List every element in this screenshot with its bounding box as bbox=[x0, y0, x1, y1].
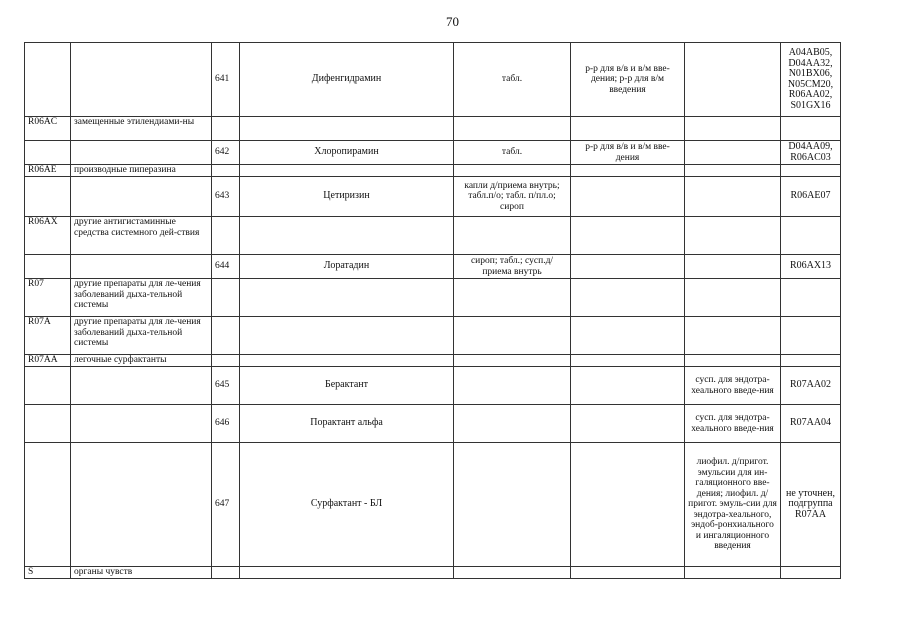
number-cell bbox=[212, 317, 240, 355]
description-cell: другие препараты для ле-чения заболеваний дыха-тельной системы bbox=[71, 279, 212, 317]
number-cell: 645 bbox=[212, 367, 240, 405]
code-cell bbox=[25, 141, 71, 165]
code-cell bbox=[25, 405, 71, 443]
number-cell bbox=[212, 165, 240, 177]
atc-code-cell: A04AB05, D04AA32, N01BX06, N05CM20, R06AA02, S01GX16 bbox=[781, 43, 841, 117]
drug-name-cell: Хлоропирамин bbox=[240, 141, 454, 165]
form-cell bbox=[571, 355, 685, 367]
drug-name-cell bbox=[240, 279, 454, 317]
drug-name-cell: Берактант bbox=[240, 367, 454, 405]
drug-name-cell bbox=[240, 165, 454, 177]
description-cell: легочные сурфактанты bbox=[71, 355, 212, 367]
group-row bbox=[25, 217, 841, 255]
code-cell: R07A bbox=[25, 317, 71, 355]
form-cell bbox=[685, 117, 781, 141]
code-cell bbox=[25, 443, 71, 567]
form-cell bbox=[571, 117, 685, 141]
form-cell bbox=[454, 165, 571, 177]
drug-name-cell bbox=[240, 317, 454, 355]
number-cell bbox=[212, 355, 240, 367]
description-cell: производные пиперазина bbox=[71, 165, 212, 177]
page-number: 70 bbox=[446, 14, 459, 29]
atc-code-cell bbox=[781, 355, 841, 367]
atc-code-cell bbox=[781, 317, 841, 355]
description-cell: органы чувств bbox=[71, 567, 212, 579]
drug-name-cell: Цетиризин bbox=[240, 177, 454, 217]
description-cell bbox=[71, 443, 212, 567]
form-cell: сироп; табл.; сусп.д/приема внутрь bbox=[454, 255, 571, 279]
description-cell bbox=[71, 43, 212, 117]
number-cell: 643 bbox=[212, 177, 240, 217]
number-cell bbox=[212, 279, 240, 317]
drug-name-cell: Сурфактант - БЛ bbox=[240, 443, 454, 567]
form-cell bbox=[571, 165, 685, 177]
number-cell: 646 bbox=[212, 405, 240, 443]
form-cell bbox=[454, 355, 571, 367]
atc-code-cell: R06AX13 bbox=[781, 255, 841, 279]
form-cell bbox=[454, 567, 571, 579]
form-cell bbox=[685, 217, 781, 255]
group-row bbox=[25, 317, 841, 355]
description-cell: другие антигистаминные средства системного дей-ствия bbox=[71, 217, 212, 255]
form-cell: табл. bbox=[454, 43, 571, 117]
code-cell bbox=[25, 43, 71, 117]
form-cell bbox=[454, 443, 571, 567]
code-cell: R06AE bbox=[25, 165, 71, 177]
number-cell bbox=[212, 117, 240, 141]
form-cell: сусп. для эндотра-хеального введе-ния bbox=[685, 405, 781, 443]
drug-row bbox=[25, 255, 841, 279]
form-cell bbox=[571, 567, 685, 579]
description-cell bbox=[71, 255, 212, 279]
drug-name-cell: Дифенгидрамин bbox=[240, 43, 454, 117]
atc-code-cell: R06AE07 bbox=[781, 177, 841, 217]
drug-row bbox=[25, 405, 841, 443]
code-cell: S bbox=[25, 567, 71, 579]
number-cell: 644 bbox=[212, 255, 240, 279]
form-cell bbox=[685, 255, 781, 279]
drug-name-cell: Лоратадин bbox=[240, 255, 454, 279]
form-cell bbox=[454, 217, 571, 255]
description-cell: замещенные этилендиами-ны bbox=[71, 117, 212, 141]
form-cell bbox=[685, 165, 781, 177]
code-cell: R07 bbox=[25, 279, 71, 317]
form-cell bbox=[571, 217, 685, 255]
atc-code-cell: R07AA02 bbox=[781, 367, 841, 405]
form-cell bbox=[454, 279, 571, 317]
drug-row bbox=[25, 43, 841, 117]
atc-code-cell bbox=[781, 567, 841, 579]
drug-name-cell bbox=[240, 117, 454, 141]
form-cell bbox=[571, 255, 685, 279]
atc-code-cell: D04AA09, R06AC03 bbox=[781, 141, 841, 165]
code-cell bbox=[25, 255, 71, 279]
form-cell bbox=[454, 367, 571, 405]
form-cell bbox=[685, 43, 781, 117]
drug-row bbox=[25, 443, 841, 567]
description-cell: другие препараты для ле-чения заболеваний дыха-тельной системы bbox=[71, 317, 212, 355]
form-cell: лиофил. д/пригот. эмульсии для ин-галяционного вве-дения; лиофил. д/пригот. эмуль-сии для эндотра-хеального, эндоб-ронхиального и ингаляционного введения bbox=[685, 443, 781, 567]
code-cell: R06AX bbox=[25, 217, 71, 255]
form-cell: капли д/приема внутрь; табл.п/о; табл. п/пл.о; сироп bbox=[454, 177, 571, 217]
drug-name-cell: Порактант альфа bbox=[240, 405, 454, 443]
form-cell bbox=[571, 177, 685, 217]
form-cell bbox=[454, 317, 571, 355]
number-cell: 647 bbox=[212, 443, 240, 567]
form-cell bbox=[571, 405, 685, 443]
form-cell bbox=[685, 355, 781, 367]
group-row bbox=[25, 355, 841, 367]
drug-row bbox=[25, 177, 841, 217]
form-cell bbox=[571, 279, 685, 317]
code-cell: R07AA bbox=[25, 355, 71, 367]
number-cell bbox=[212, 217, 240, 255]
form-cell bbox=[571, 367, 685, 405]
drug-name-cell bbox=[240, 355, 454, 367]
form-cell: р-р для в/в и в/м вве-дения bbox=[571, 141, 685, 165]
description-cell bbox=[71, 177, 212, 217]
drug-row bbox=[25, 141, 841, 165]
atc-code-cell bbox=[781, 279, 841, 317]
code-cell bbox=[25, 367, 71, 405]
form-cell: табл. bbox=[454, 141, 571, 165]
number-cell: 641 bbox=[212, 43, 240, 117]
form-cell bbox=[454, 117, 571, 141]
form-cell: сусп. для эндотра-хеального введе-ния bbox=[685, 367, 781, 405]
group-row bbox=[25, 279, 841, 317]
form-cell bbox=[685, 317, 781, 355]
form-cell bbox=[685, 141, 781, 165]
description-cell bbox=[71, 141, 212, 165]
atc-code-cell bbox=[781, 165, 841, 177]
atc-code-cell: не уточнен, подгруппа R07AA bbox=[781, 443, 841, 567]
atc-code-cell bbox=[781, 117, 841, 141]
atc-code-cell: R07AA04 bbox=[781, 405, 841, 443]
form-cell bbox=[571, 443, 685, 567]
number-cell: 642 bbox=[212, 141, 240, 165]
group-row bbox=[25, 567, 841, 579]
number-cell bbox=[212, 567, 240, 579]
drug-name-cell bbox=[240, 217, 454, 255]
form-cell bbox=[454, 405, 571, 443]
atc-code-cell bbox=[781, 217, 841, 255]
group-row bbox=[25, 165, 841, 177]
drug-row bbox=[25, 367, 841, 405]
drug-table bbox=[24, 42, 841, 579]
form-cell: р-р для в/в и в/м вве-дения; р-р для в/м введения bbox=[571, 43, 685, 117]
code-cell: R06AC bbox=[25, 117, 71, 141]
group-row bbox=[25, 117, 841, 141]
description-cell bbox=[71, 405, 212, 443]
form-cell bbox=[685, 567, 781, 579]
form-cell bbox=[685, 279, 781, 317]
code-cell bbox=[25, 177, 71, 217]
form-cell bbox=[571, 317, 685, 355]
description-cell bbox=[71, 367, 212, 405]
drug-name-cell bbox=[240, 567, 454, 579]
form-cell bbox=[685, 177, 781, 217]
